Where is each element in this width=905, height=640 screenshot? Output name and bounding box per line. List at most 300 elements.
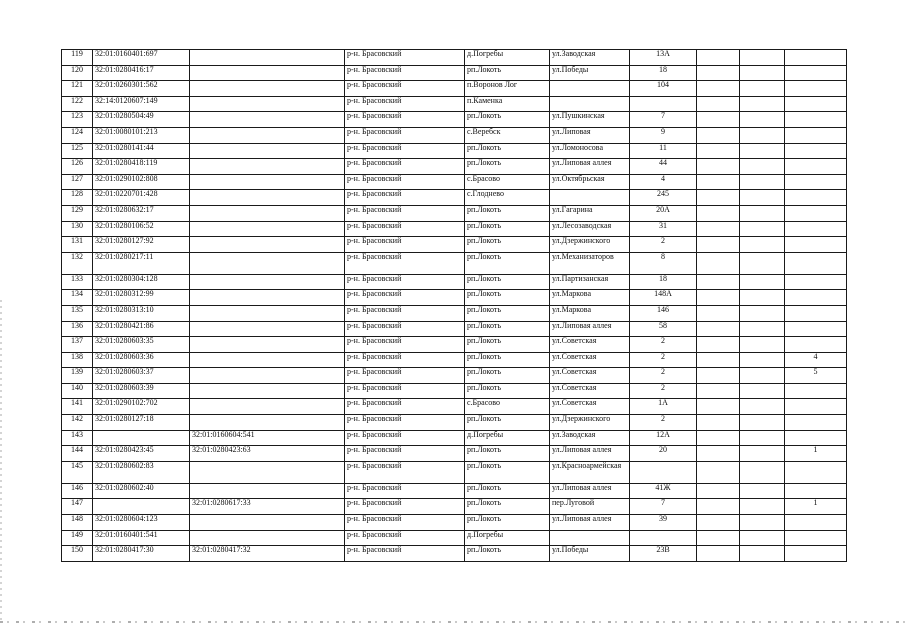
house-number-cell: 104 — [630, 81, 697, 97]
cadastral-number-2-cell: 32:01:0160604:541 — [190, 430, 345, 446]
locality-cell: с.Глоднево — [465, 190, 550, 206]
extra-3-cell — [785, 546, 847, 562]
locality-cell: д.Погребы — [465, 430, 550, 446]
district-cell: р-н. Брасовский — [345, 383, 465, 399]
cadastral-number-cell: 32:01:0280423:45 — [93, 446, 190, 462]
extra-1-cell — [697, 221, 740, 237]
extra-2-cell — [740, 415, 785, 431]
cadastral-number-cell: 32:01:0280632:17 — [93, 205, 190, 221]
cadastral-number-2-cell — [190, 96, 345, 112]
cadastral-number-2-cell — [190, 221, 345, 237]
table-row — [62, 174, 847, 190]
cadastral-number-cell: 32:01:0280603:37 — [93, 368, 190, 384]
district-cell: р-н. Брасовский — [345, 205, 465, 221]
cadastral-number-2-cell: 32:01:0280423:63 — [190, 446, 345, 462]
extra-2-cell — [740, 430, 785, 446]
row-number-cell: 121 — [62, 81, 93, 97]
extra-1-cell — [697, 65, 740, 81]
extra-3-cell — [785, 515, 847, 531]
row-number-cell: 145 — [62, 461, 93, 483]
locality-cell: рп.Локоть — [465, 368, 550, 384]
district-cell: р-н. Брасовский — [345, 530, 465, 546]
district-cell: р-н. Брасовский — [345, 96, 465, 112]
district-cell: р-н. Брасовский — [345, 499, 465, 515]
extra-2-cell — [740, 65, 785, 81]
locality-cell: рп.Локоть — [465, 461, 550, 483]
district-cell: р-н. Брасовский — [345, 461, 465, 483]
street-cell: ул.Победы — [550, 546, 630, 562]
district-cell: р-н. Брасовский — [345, 143, 465, 159]
cadastral-number-cell: 32:01:0280304:128 — [93, 274, 190, 290]
row-number-cell: 148 — [62, 515, 93, 531]
row-number-cell: 136 — [62, 321, 93, 337]
locality-cell: д.Погребы — [465, 50, 550, 66]
row-number-cell: 143 — [62, 430, 93, 446]
row-number-cell: 129 — [62, 205, 93, 221]
extra-3-cell — [785, 321, 847, 337]
extra-1-cell — [697, 515, 740, 531]
cadastral-number-2-cell — [190, 81, 345, 97]
locality-cell: рп.Локоть — [465, 205, 550, 221]
row-number-cell: 131 — [62, 237, 93, 253]
table-row — [62, 81, 847, 97]
house-number-cell: 41Ж — [630, 483, 697, 499]
row-number-cell: 119 — [62, 50, 93, 66]
extra-3-cell — [785, 81, 847, 97]
row-number-cell: 138 — [62, 352, 93, 368]
extra-3-cell — [785, 461, 847, 483]
row-number-cell: 142 — [62, 415, 93, 431]
cadastral-number-2-cell — [190, 143, 345, 159]
locality-cell: рп.Локоть — [465, 546, 550, 562]
extra-1-cell — [697, 127, 740, 143]
row-number-cell: 128 — [62, 190, 93, 206]
cadastral-number-2-cell — [190, 237, 345, 253]
extra-1-cell — [697, 205, 740, 221]
cadastral-number-cell: 32:01:0280141:44 — [93, 143, 190, 159]
cadastral-number-cell: 32:01:0280313:10 — [93, 305, 190, 321]
street-cell: ул.Липовая аллея — [550, 159, 630, 175]
house-number-cell — [630, 96, 697, 112]
property-register-table — [61, 49, 847, 562]
street-cell — [550, 190, 630, 206]
extra-3-cell — [785, 143, 847, 159]
table-row — [62, 112, 847, 128]
scan-artifact-edge — [0, 300, 2, 620]
cadastral-number-2-cell — [190, 290, 345, 306]
extra-3-cell — [785, 530, 847, 546]
street-cell: ул.Дзержинского — [550, 415, 630, 431]
locality-cell: рп.Локоть — [465, 321, 550, 337]
street-cell: ул.Пушкинская — [550, 112, 630, 128]
cadastral-number-2-cell — [190, 190, 345, 206]
street-cell: ул.Партизанская — [550, 274, 630, 290]
table-row — [62, 143, 847, 159]
house-number-cell: 20А — [630, 205, 697, 221]
district-cell: р-н. Брасовский — [345, 368, 465, 384]
cadastral-number-cell: 32:01:0280416:17 — [93, 65, 190, 81]
extra-2-cell — [740, 274, 785, 290]
table-row — [62, 190, 847, 206]
district-cell: р-н. Брасовский — [345, 415, 465, 431]
extra-2-cell — [740, 290, 785, 306]
street-cell: ул.Липовая аллея — [550, 321, 630, 337]
extra-2-cell — [740, 546, 785, 562]
district-cell: р-н. Брасовский — [345, 159, 465, 175]
row-number-cell: 123 — [62, 112, 93, 128]
house-number-cell: 148А — [630, 290, 697, 306]
cadastral-number-cell: 32:01:0280604:123 — [93, 515, 190, 531]
extra-3-cell — [785, 399, 847, 415]
cadastral-number-2-cell — [190, 50, 345, 66]
extra-2-cell — [740, 50, 785, 66]
cadastral-number-cell: 32:01:0280602:83 — [93, 461, 190, 483]
extra-1-cell — [697, 50, 740, 66]
house-number-cell: 2 — [630, 337, 697, 353]
extra-2-cell — [740, 252, 785, 274]
extra-1-cell — [697, 368, 740, 384]
row-number-cell: 130 — [62, 221, 93, 237]
cadastral-number-cell: 32:01:0280603:39 — [93, 383, 190, 399]
extra-2-cell — [740, 461, 785, 483]
locality-cell: д.Погребы — [465, 530, 550, 546]
cadastral-number-2-cell — [190, 483, 345, 499]
cadastral-number-cell: 32:01:0290102:808 — [93, 174, 190, 190]
cadastral-number-2-cell: 32:01:0280417:32 — [190, 546, 345, 562]
extra-3-cell — [785, 337, 847, 353]
locality-cell: рп.Локоть — [465, 274, 550, 290]
district-cell: р-н. Брасовский — [345, 174, 465, 190]
locality-cell: рп.Локоть — [465, 383, 550, 399]
street-cell: ул.Гагарина — [550, 205, 630, 221]
table-row — [62, 274, 847, 290]
locality-cell: рп.Локоть — [465, 112, 550, 128]
district-cell: р-н. Брасовский — [345, 127, 465, 143]
house-number-cell: 31 — [630, 221, 697, 237]
extra-3-cell: 1 — [785, 446, 847, 462]
street-cell: ул.Лесозаводская — [550, 221, 630, 237]
extra-2-cell — [740, 174, 785, 190]
table-row — [62, 321, 847, 337]
table-row — [62, 205, 847, 221]
extra-3-cell — [785, 274, 847, 290]
table-body — [62, 50, 847, 562]
cadastral-number-2-cell — [190, 205, 345, 221]
row-number-cell: 146 — [62, 483, 93, 499]
cadastral-number-cell: 32:01:0280602:40 — [93, 483, 190, 499]
extra-1-cell — [697, 483, 740, 499]
locality-cell: рп.Локоть — [465, 290, 550, 306]
street-cell: ул.Победы — [550, 65, 630, 81]
house-number-cell: 2 — [630, 383, 697, 399]
district-cell: р-н. Брасовский — [345, 321, 465, 337]
cadastral-number-cell — [93, 430, 190, 446]
extra-3-cell — [785, 483, 847, 499]
locality-cell: рп.Локоть — [465, 499, 550, 515]
table-row — [62, 368, 847, 384]
extra-2-cell — [740, 483, 785, 499]
extra-3-cell — [785, 415, 847, 431]
district-cell: р-н. Брасовский — [345, 337, 465, 353]
table-row — [62, 352, 847, 368]
district-cell: р-н. Брасовский — [345, 305, 465, 321]
locality-cell: рп.Локоть — [465, 515, 550, 531]
locality-cell: с.Брасово — [465, 174, 550, 190]
house-number-cell: 8 — [630, 252, 697, 274]
cadastral-number-cell: 32:01:0220701:428 — [93, 190, 190, 206]
extra-3-cell — [785, 174, 847, 190]
cadastral-number-cell: 32:01:0280312:99 — [93, 290, 190, 306]
table-row — [62, 221, 847, 237]
district-cell: р-н. Брасовский — [345, 65, 465, 81]
street-cell: ул.Липовая — [550, 127, 630, 143]
house-number-cell: 2 — [630, 415, 697, 431]
extra-1-cell — [697, 190, 740, 206]
street-cell: ул.Маркова — [550, 305, 630, 321]
extra-2-cell — [740, 159, 785, 175]
extra-3-cell: 4 — [785, 352, 847, 368]
cadastral-number-cell: 32:14:0120607:149 — [93, 96, 190, 112]
cadastral-number-2-cell — [190, 127, 345, 143]
row-number-cell: 133 — [62, 274, 93, 290]
cadastral-number-cell: 32:01:0260301:562 — [93, 81, 190, 97]
extra-2-cell — [740, 143, 785, 159]
cadastral-number-cell: 32:01:0280603:36 — [93, 352, 190, 368]
extra-1-cell — [697, 446, 740, 462]
extra-1-cell — [697, 499, 740, 515]
extra-3-cell — [785, 205, 847, 221]
row-number-cell: 120 — [62, 65, 93, 81]
extra-3-cell — [785, 50, 847, 66]
extra-2-cell — [740, 337, 785, 353]
extra-1-cell — [697, 530, 740, 546]
table-row — [62, 237, 847, 253]
row-number-cell: 122 — [62, 96, 93, 112]
row-number-cell: 126 — [62, 159, 93, 175]
row-number-cell: 132 — [62, 252, 93, 274]
district-cell: р-н. Брасовский — [345, 430, 465, 446]
extra-3-cell — [785, 159, 847, 175]
house-number-cell: 13А — [630, 50, 697, 66]
extra-3-cell — [785, 430, 847, 446]
house-number-cell: 2 — [630, 237, 697, 253]
cadastral-number-2-cell — [190, 515, 345, 531]
street-cell: пер.Луговой — [550, 499, 630, 515]
table-row — [62, 127, 847, 143]
cadastral-number-cell: 32:01:0280127:92 — [93, 237, 190, 253]
table-row — [62, 483, 847, 499]
locality-cell: рп.Локоть — [465, 446, 550, 462]
extra-3-cell — [785, 96, 847, 112]
extra-2-cell — [740, 368, 785, 384]
cadastral-number-cell: 32:01:0080101:213 — [93, 127, 190, 143]
table-row — [62, 383, 847, 399]
street-cell — [550, 530, 630, 546]
extra-2-cell — [740, 221, 785, 237]
table-row — [62, 96, 847, 112]
house-number-cell: 4 — [630, 174, 697, 190]
street-cell: ул.Маркова — [550, 290, 630, 306]
house-number-cell: 18 — [630, 65, 697, 81]
cadastral-number-cell: 32:01:0280603:35 — [93, 337, 190, 353]
cadastral-number-2-cell — [190, 321, 345, 337]
extra-1-cell — [697, 305, 740, 321]
house-number-cell: 7 — [630, 499, 697, 515]
cadastral-number-cell: 32:01:0280106:52 — [93, 221, 190, 237]
street-cell: ул.Механизаторов — [550, 252, 630, 274]
cadastral-number-2-cell — [190, 530, 345, 546]
cadastral-number-cell: 32:01:0280504:49 — [93, 112, 190, 128]
cadastral-number-2-cell — [190, 159, 345, 175]
cadastral-number-2-cell — [190, 252, 345, 274]
table-row — [62, 446, 847, 462]
street-cell: ул.Советская — [550, 337, 630, 353]
locality-cell: рп.Локоть — [465, 143, 550, 159]
street-cell: ул.Октябрьская — [550, 174, 630, 190]
cadastral-number-cell: 32:01:0280418:119 — [93, 159, 190, 175]
extra-1-cell — [697, 415, 740, 431]
extra-1-cell — [697, 383, 740, 399]
cadastral-number-2-cell — [190, 174, 345, 190]
extra-1-cell — [697, 112, 740, 128]
cadastral-number-2-cell — [190, 274, 345, 290]
cadastral-number-2-cell — [190, 337, 345, 353]
extra-1-cell — [697, 546, 740, 562]
cadastral-number-cell: 32:01:0280417:30 — [93, 546, 190, 562]
district-cell: р-н. Брасовский — [345, 274, 465, 290]
extra-3-cell — [785, 221, 847, 237]
extra-1-cell — [697, 461, 740, 483]
district-cell: р-н. Брасовский — [345, 221, 465, 237]
house-number-cell — [630, 461, 697, 483]
row-number-cell: 149 — [62, 530, 93, 546]
extra-1-cell — [697, 96, 740, 112]
table-row — [62, 499, 847, 515]
extra-2-cell — [740, 515, 785, 531]
street-cell — [550, 96, 630, 112]
table-row — [62, 290, 847, 306]
table-row — [62, 337, 847, 353]
district-cell: р-н. Брасовский — [345, 546, 465, 562]
locality-cell: рп.Локоть — [465, 352, 550, 368]
street-cell — [550, 81, 630, 97]
extra-2-cell — [740, 446, 785, 462]
extra-1-cell — [697, 274, 740, 290]
extra-1-cell — [697, 337, 740, 353]
row-number-cell: 139 — [62, 368, 93, 384]
street-cell: ул.Красноармейская — [550, 461, 630, 483]
extra-3-cell — [785, 252, 847, 274]
row-number-cell: 140 — [62, 383, 93, 399]
street-cell: ул.Ломоносова — [550, 143, 630, 159]
row-number-cell: 144 — [62, 446, 93, 462]
extra-1-cell — [697, 352, 740, 368]
house-number-cell: 9 — [630, 127, 697, 143]
extra-3-cell — [785, 290, 847, 306]
district-cell: р-н. Брасовский — [345, 190, 465, 206]
house-number-cell: 44 — [630, 159, 697, 175]
cadastral-number-2-cell — [190, 112, 345, 128]
cadastral-number-2-cell — [190, 65, 345, 81]
house-number-cell: 2 — [630, 352, 697, 368]
district-cell: р-н. Брасовский — [345, 50, 465, 66]
district-cell: р-н. Брасовский — [345, 290, 465, 306]
locality-cell: п.Воронов Лог — [465, 81, 550, 97]
street-cell: ул.Липовая аллея — [550, 446, 630, 462]
district-cell: р-н. Брасовский — [345, 237, 465, 253]
extra-3-cell — [785, 190, 847, 206]
extra-2-cell — [740, 499, 785, 515]
house-number-cell: 18 — [630, 274, 697, 290]
district-cell: р-н. Брасовский — [345, 252, 465, 274]
cadastral-number-2-cell — [190, 383, 345, 399]
extra-2-cell — [740, 530, 785, 546]
locality-cell: с.Брасово — [465, 399, 550, 415]
street-cell: ул.Липовая аллея — [550, 483, 630, 499]
locality-cell: с.Веребск — [465, 127, 550, 143]
row-number-cell: 137 — [62, 337, 93, 353]
locality-cell: рп.Локоть — [465, 221, 550, 237]
house-number-cell: 39 — [630, 515, 697, 531]
table-row — [62, 305, 847, 321]
extra-3-cell — [785, 127, 847, 143]
row-number-cell: 141 — [62, 399, 93, 415]
table-row — [62, 546, 847, 562]
row-number-cell: 125 — [62, 143, 93, 159]
extra-2-cell — [740, 127, 785, 143]
cadastral-number-2-cell — [190, 399, 345, 415]
street-cell: ул.Заводская — [550, 50, 630, 66]
extra-1-cell — [697, 237, 740, 253]
district-cell: р-н. Брасовский — [345, 483, 465, 499]
table-row — [62, 415, 847, 431]
extra-2-cell — [740, 112, 785, 128]
house-number-cell — [630, 530, 697, 546]
district-cell: р-н. Брасовский — [345, 446, 465, 462]
district-cell: р-н. Брасовский — [345, 112, 465, 128]
cadastral-number-cell: 32:01:0160401:541 — [93, 530, 190, 546]
locality-cell: рп.Локоть — [465, 337, 550, 353]
extra-1-cell — [697, 174, 740, 190]
scan-artifact-line — [0, 621, 905, 623]
extra-3-cell — [785, 112, 847, 128]
locality-cell: рп.Локоть — [465, 415, 550, 431]
extra-1-cell — [697, 430, 740, 446]
locality-cell: рп.Локоть — [465, 65, 550, 81]
district-cell: р-н. Брасовский — [345, 399, 465, 415]
district-cell: р-н. Брасовский — [345, 515, 465, 531]
extra-2-cell — [740, 205, 785, 221]
table-row — [62, 430, 847, 446]
locality-cell: п.Каменка — [465, 96, 550, 112]
cadastral-number-cell: 32:01:0280421:86 — [93, 321, 190, 337]
row-number-cell: 127 — [62, 174, 93, 190]
extra-2-cell — [740, 190, 785, 206]
extra-3-cell: 1 — [785, 499, 847, 515]
locality-cell: рп.Локоть — [465, 237, 550, 253]
cadastral-number-2-cell — [190, 461, 345, 483]
house-number-cell: 1А — [630, 399, 697, 415]
extra-2-cell — [740, 81, 785, 97]
extra-2-cell — [740, 399, 785, 415]
house-number-cell: 58 — [630, 321, 697, 337]
district-cell: р-н. Брасовский — [345, 81, 465, 97]
locality-cell: рп.Локоть — [465, 305, 550, 321]
extra-3-cell — [785, 65, 847, 81]
extra-1-cell — [697, 321, 740, 337]
extra-1-cell — [697, 81, 740, 97]
cadastral-number-2-cell — [190, 352, 345, 368]
